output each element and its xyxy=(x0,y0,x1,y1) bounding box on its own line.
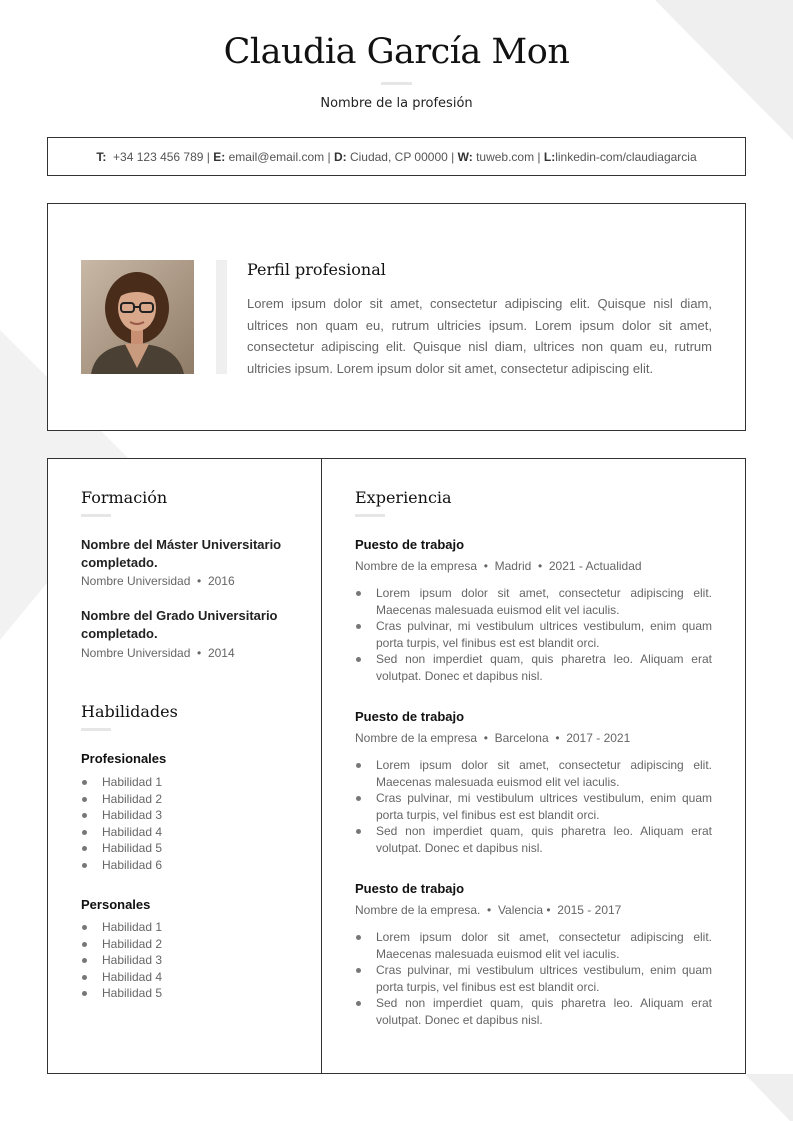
job-title-2: Puesto de trabajo xyxy=(355,709,465,724)
column-divider xyxy=(321,459,322,1073)
main-content-box xyxy=(47,458,746,1074)
job-bullets-3 xyxy=(355,929,712,1028)
job-company-3: Nombre de la empresa. xyxy=(355,903,481,917)
skill-item: Habilidad 4 xyxy=(81,969,162,986)
phone-value: +34 123 456 789 xyxy=(113,149,204,164)
skill-item: Habilidad 5 xyxy=(81,985,162,1002)
job-city-3: Valencia xyxy=(497,903,544,917)
skill-item: Habilidad 4 xyxy=(81,824,162,841)
address-label: D: xyxy=(333,149,347,164)
education-year-1: 2016 xyxy=(207,574,235,588)
job-meta-3: Nombre de la empresa. • Valencia • 2015 - 2017 xyxy=(355,903,622,917)
professional-skills-list xyxy=(81,774,162,873)
job-period-2: 2017 - 2021 xyxy=(566,731,631,745)
name-underline xyxy=(381,82,412,85)
education-meta-1: Nombre Universidad • 2016 xyxy=(81,574,235,588)
job-bullet: Sed non imperdiet quam, quis pharetra leo. Aliquam erat volutpat. Donec et dapibus nisl. xyxy=(355,995,712,1028)
job-company-2: Nombre de la empresa xyxy=(355,731,478,745)
contact-bar: T: +34 123 456 789 | E: email@email.com | D: Ciudad, CP 00000 | W: tuweb.com | L:linkedin-com/claudiagarcia xyxy=(47,137,746,176)
job-bullet: Cras pulvinar, mi vestibulum ultrices vestibulum, enim quam porta turpis, vel finibus est est blandit orci. xyxy=(355,790,712,823)
profile-section xyxy=(47,203,746,431)
personal-skills-list xyxy=(81,919,162,1002)
job-company-1: Nombre de la empresa xyxy=(355,559,478,573)
profession-title: Nombre de la profesión xyxy=(320,96,473,111)
job-meta-2: Nombre de la empresa • Barcelona • 2017 - 2021 xyxy=(355,731,631,745)
job-bullet: Sed non imperdiet quam, quis pharetra leo. Aliquam erat volutpat. Donec et dapibus nisl. xyxy=(355,823,712,856)
skills-heading: Habilidades xyxy=(81,702,178,721)
address-value: Ciudad, CP 00000 xyxy=(349,149,448,164)
job-bullets-1 xyxy=(355,585,712,684)
job-bullet: Cras pulvinar, mi vestibulum ultrices vestibulum, enim quam porta turpis, vel finibus est est blandit orci. xyxy=(355,962,712,995)
skill-item: Habilidad 2 xyxy=(81,791,162,808)
education-underline xyxy=(81,514,111,517)
education-meta-2: Nombre Universidad • 2014 xyxy=(81,646,235,660)
linkedin-label: L: xyxy=(543,149,556,164)
email-value: email@email.com xyxy=(228,149,325,164)
job-bullet: Cras pulvinar, mi vestibulum ultrices vestibulum, enim quam porta turpis, vel finibus est est blandit orci. xyxy=(355,618,712,651)
education-degree-2: Nombre del Grado Universitario completado. xyxy=(81,608,278,641)
skill-item: Habilidad 1 xyxy=(81,919,162,936)
linkedin-value: linkedin-com/claudiagarcia xyxy=(555,149,697,164)
experience-underline xyxy=(355,514,385,517)
education-heading: Formación xyxy=(81,488,168,507)
skill-item: Habilidad 1 xyxy=(81,774,162,791)
personal-skills-heading: Personales xyxy=(81,897,151,912)
job-title-3: Puesto de trabajo xyxy=(355,881,465,896)
skill-item: Habilidad 2 xyxy=(81,936,162,953)
skill-item: Habilidad 6 xyxy=(81,857,162,874)
job-title-1: Puesto de trabajo xyxy=(355,537,465,552)
web-label: W: xyxy=(457,149,473,164)
profile-summary: Lorem ipsum dolor sit amet, consectetur adipiscing elit. Quisque nisl diam, ultrices non quam eu, rutrum ultricies ipsum. Lorem ipsum dolor sit amet, consectetur adipiscing elit. Quisque nisl diam, ultrices non quam eu, rutrum ultricies ipsum. Lorem ipsum dolor sit amet, consectetur adipiscing elit. xyxy=(247,296,712,377)
education-year-2: 2014 xyxy=(207,646,235,660)
job-bullet: Lorem ipsum dolor sit amet, consectetur adipiscing elit. Maecenas malesuada euismod elit vel iaculis. xyxy=(355,585,712,618)
skill-item: Habilidad 3 xyxy=(81,952,162,969)
skill-item: Habilidad 3 xyxy=(81,807,162,824)
web-value: tuweb.com xyxy=(476,149,535,164)
job-meta-1: Nombre de la empresa • Madrid • 2021 - Actualidad xyxy=(355,559,642,573)
job-city-1: Madrid xyxy=(494,559,532,573)
phone-label: T: xyxy=(96,149,107,164)
job-city-2: Barcelona xyxy=(494,731,549,745)
job-period-3: 2015 - 2017 xyxy=(557,903,622,917)
profile-photo xyxy=(81,260,194,374)
experience-heading: Experiencia xyxy=(355,488,452,507)
professional-skills-heading: Profesionales xyxy=(81,751,167,766)
profile-heading: Perfil profesional xyxy=(247,260,386,279)
skill-item: Habilidad 5 xyxy=(81,840,162,857)
job-bullets-2 xyxy=(355,757,712,856)
skills-underline xyxy=(81,728,111,731)
candidate-name: Claudia García Mon xyxy=(223,32,570,72)
job-period-1: 2021 - Actualidad xyxy=(548,559,642,573)
job-bullet: Sed non imperdiet quam, quis pharetra leo. Aliquam erat volutpat. Donec et dapibus nisl. xyxy=(355,651,712,684)
profile-accent-bar xyxy=(216,260,227,374)
education-university-1: Nombre Universidad xyxy=(81,574,191,588)
job-bullet: Lorem ipsum dolor sit amet, consectetur adipiscing elit. Maecenas malesuada euismod elit vel iaculis. xyxy=(355,757,712,790)
job-bullet: Lorem ipsum dolor sit amet, consectetur adipiscing elit. Maecenas malesuada euismod elit vel iaculis. xyxy=(355,929,712,962)
education-degree-1: Nombre del Máster Universitario completado. xyxy=(81,537,282,570)
education-university-2: Nombre Universidad xyxy=(81,646,191,660)
email-label: E: xyxy=(213,149,226,164)
